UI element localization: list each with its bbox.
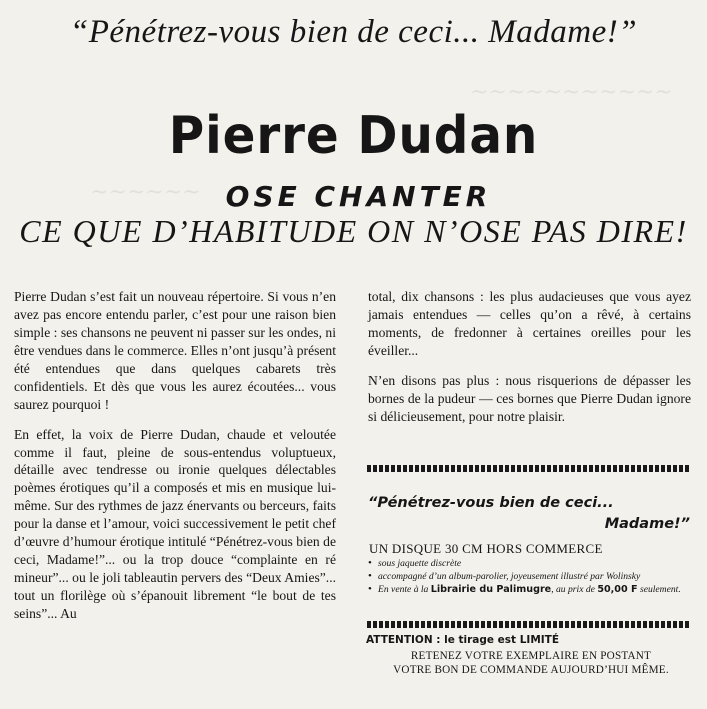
order-notice-line: VOTRE BON DE COMMANDE AUJOURD’HUI MÊME. xyxy=(393,664,669,676)
subheading-tagline: CE QUE D’HABITUDE ON N’OSE PAS DIRE! xyxy=(19,213,688,249)
price: 50,00 F xyxy=(597,583,638,595)
subheading-ose-chanter: OSE CHANTER xyxy=(225,180,492,213)
right-paragraph: total, dix chansons : les plus audacieuses que vous ayez jamais entendues — celles qu’on a rêvé, à certains moments, de fredonner à certaines oreilles pour les éveiller... xyxy=(368,289,691,358)
feature-item: • sous jaquette discrète xyxy=(366,558,696,570)
shop-name: Librairie du Palimugre xyxy=(430,583,552,595)
feature-text: , au prix de xyxy=(551,583,595,595)
dotted-divider-top xyxy=(367,465,691,472)
promo-quote-line: “Pénétrez-vous bien de ceci... xyxy=(368,495,614,511)
feature-item xyxy=(366,584,696,596)
promo-quote-line: Madame!” xyxy=(604,516,690,533)
order-notice xyxy=(366,649,696,677)
promo-quote xyxy=(366,493,694,535)
record-description: UN DISQUE 30 CM HORS COMMERCE xyxy=(369,541,603,556)
left-paragraph: En effet, la voix de Pierre Dudan, chaude et veloutée comme il faut, pleine de sous-entendus voluptueux, détaille avec tendresse ou ironie quelques délectables poèmes érotiques qu’il a composés et mis en musique lui-même. Sur des rythmes de jazz énervants ou berceurs, faits pour la danse et l’amour, voici successivement le petit chef d’œuvre d’humour érotique intitulé “Pénétrez-vous bien de ceci, Madame!”... ou la trop douce “complainte en ré mineur”... ou le joli tableautin pervers des “Deux Amies”... tout un florilège où s’épanouit librement “le bout de tes seins”... Au xyxy=(14,426,336,621)
feature-text: seulement. xyxy=(639,583,681,595)
order-notice-line: RETENEZ VOTRE EXEMPLAIRE EN POSTANT xyxy=(410,650,652,662)
headline: Pierre Dudan xyxy=(168,106,539,166)
bleed-through-decoration: ~~~~~~ xyxy=(90,180,201,205)
right-paragraph: N’en disons pas plus : nous risquerions de dépasser les bornes de la pudeur — ces bornes que Pierre Dudan ignore si délicieusement, pour notre plaisir. xyxy=(368,372,691,424)
attention-notice: ATTENTION : le tirage est LIMITÉ xyxy=(366,634,560,646)
dotted-divider-bottom xyxy=(367,621,691,628)
feature-text: En vente à la xyxy=(378,583,429,595)
bleed-through-decoration: ~~~~~~~~~~~ xyxy=(470,80,673,105)
tagline: “Pénétrez-vous bien de ceci... Madame!” xyxy=(69,14,638,50)
feature-item: • accompagné d’un album-parolier, joyeusement illustré par Wolinsky xyxy=(366,571,696,583)
feature-list xyxy=(366,558,696,597)
left-paragraph: Pierre Dudan s’est fait un nouveau répertoire. Si vous n’en avez pas encore entendu parler, c’est pour une raison bien simple : ses chansons ne peuvent ni passer sur les ondes, ni être vendues dans le commerce. Elles n’ont jusqu’à présent été entendues que dans quelques cabarets très confidentiels. Et dès que vous les aurez écoutées... vous saurez pourquoi ! xyxy=(14,289,336,412)
right-column xyxy=(368,288,691,438)
left-column xyxy=(14,288,336,635)
